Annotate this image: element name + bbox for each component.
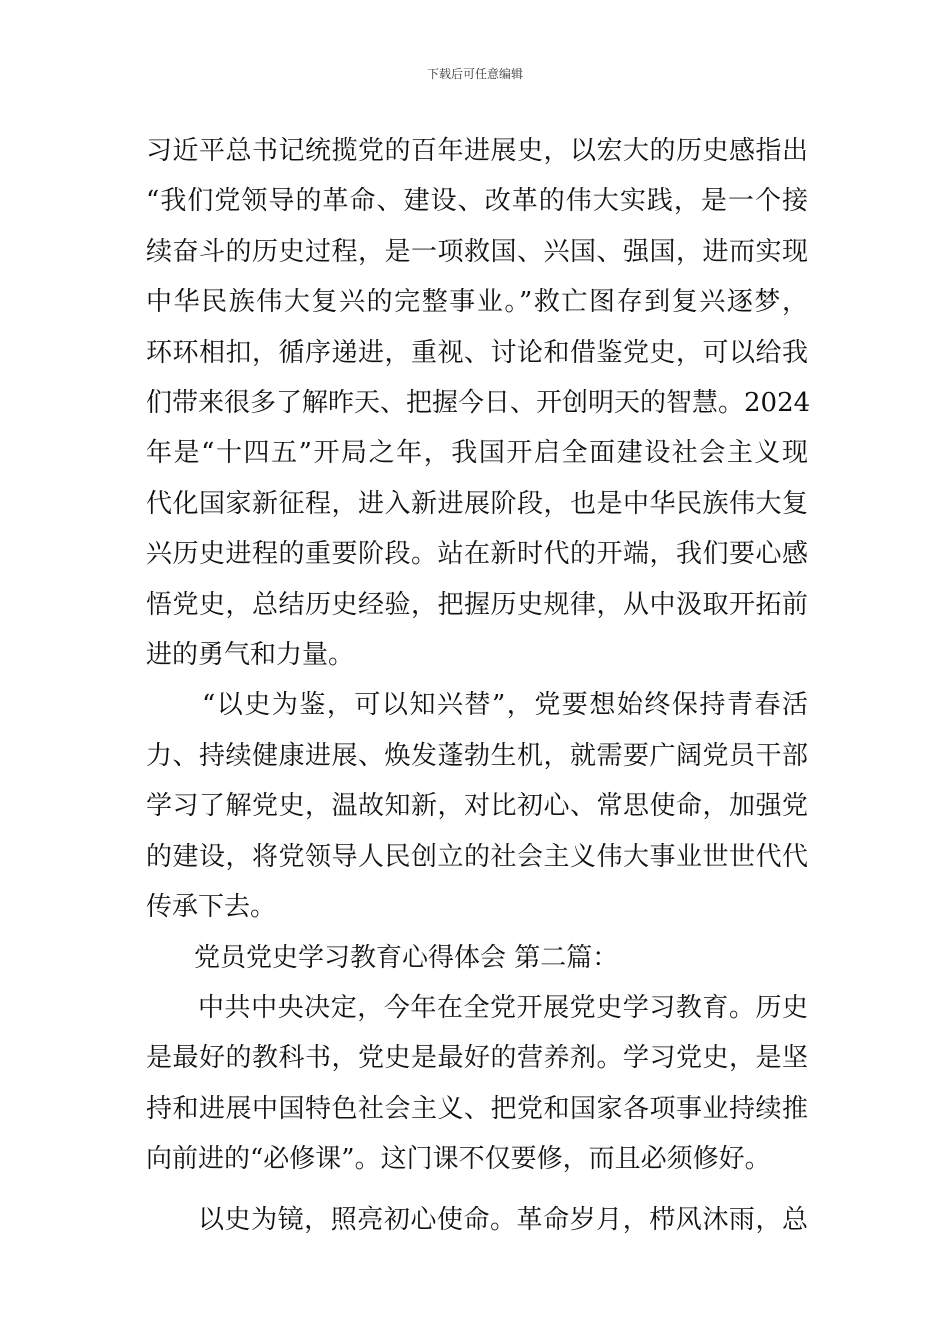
paragraph-4: [146, 983, 808, 1185]
document-body: [146, 126, 811, 1245]
text-line: 兴历史进程的重要阶段。站在新时代的开端，我们要心感: [146, 539, 808, 570]
section-heading: [146, 933, 808, 983]
text-line: 悟党史，总结历史经验，把握历史规律，从中汲取开拓前: [146, 589, 808, 620]
text-line: 年是“十四五”开局之年，我国开启全面建设社会主义现: [146, 438, 808, 469]
text-line: 以史为镜，照亮初心使命。革命岁月，栉风沐雨，总: [198, 1204, 808, 1235]
text-line: 们带来很多了解昨天、把握今日、开创明天的智慧。2024: [146, 388, 811, 419]
text-line: 传承下去。: [146, 892, 277, 923]
text-line: 持和进展中国特色社会主义、把党和国家各项事业持续推: [146, 1093, 808, 1124]
text-line: 向前进的“必修课”。这门课不仅要修，而且必须修好。: [146, 1144, 771, 1175]
text-line: 中共中央决定，今年在全党开展党史学习教育。历史: [198, 992, 808, 1023]
page-header: 下载后可任意编辑: [426, 67, 523, 81]
text-line: 进的勇气和力量。: [146, 640, 355, 671]
text-line: 力、持续健康进展、焕发蓬勃生机，就需要广阔党员干部: [146, 740, 808, 771]
text-line: 习近平总书记统揽党的百年进展史，以宏大的历史感指出: [146, 136, 808, 166]
text-line: 代化国家新征程，进入新进展阶段，也是中华民族伟大复: [146, 488, 808, 519]
text-line: 续奋斗的历史过程，是一项救国、兴国、强国，进而实现: [146, 236, 808, 267]
text-line: 的建设，将党领导人民创立的社会主义伟大事业世世代代: [146, 841, 808, 872]
paragraph-5: [146, 1195, 808, 1245]
paragraph-2: [146, 680, 808, 932]
text-line: 环环相扣，循序递进，重视、讨论和借鉴党史，可以给我: [146, 337, 808, 368]
text-line: 学习了解党史，温故知新，对比初心、常思使命，加强党: [146, 791, 808, 822]
text-line: 中华民族伟大复兴的完整事业。”救亡图存到复兴逐梦，: [146, 287, 808, 318]
text-line: 党员党史学习教育心得体会 第二篇：: [194, 942, 619, 973]
text-line: “以史为鉴，可以知兴替”，党要想始终保持青春活: [202, 690, 808, 721]
text-line: 是最好的教科书，党史是最好的营养剂。学习党史，是坚: [146, 1043, 808, 1074]
text-line: “我们党领导的革命、建设、改革的伟大实践，是一个接: [146, 186, 808, 217]
paragraph-1: [146, 126, 811, 680]
